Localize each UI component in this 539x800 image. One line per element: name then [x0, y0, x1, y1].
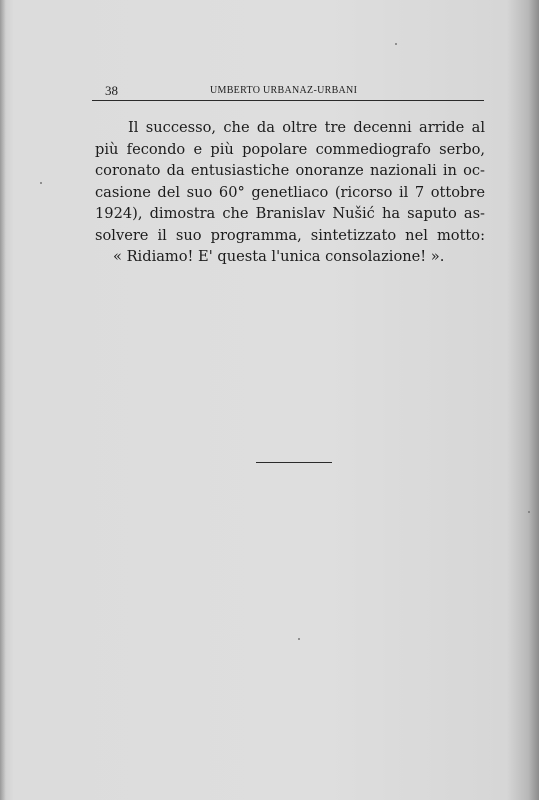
- paper-speck: [528, 511, 530, 513]
- paper-speck: [395, 43, 397, 45]
- text-line: coronato da entusiastiche onoranze nazionali in oc-: [95, 162, 485, 179]
- text-line: solvere il suo programma, sintetizzato nel motto:: [95, 226, 485, 244]
- text-line: più fecondo e più popolare commediografo serbo,: [95, 140, 485, 158]
- text-line: casione del suo 60° genetliaco (ricorso il 7 ottobre: [95, 183, 485, 201]
- section-end-rule: [256, 462, 332, 463]
- paper-speck: [298, 638, 300, 640]
- page-number: 38: [105, 83, 118, 98]
- page-header: [92, 82, 484, 101]
- paper-speck: [40, 182, 42, 184]
- text-line: 1924), dimostra che Branislav Nušić ha saputo as-: [95, 205, 485, 222]
- text-line: « Ridiamo! E' questa l'unica consolazione! ».: [113, 248, 445, 265]
- text-line: Il successo, che da oltre tre decenni arride al: [128, 119, 485, 136]
- running-head: UMBERTO URBANAZ-URBANI: [210, 85, 358, 96]
- body-paragraph: [95, 117, 485, 268]
